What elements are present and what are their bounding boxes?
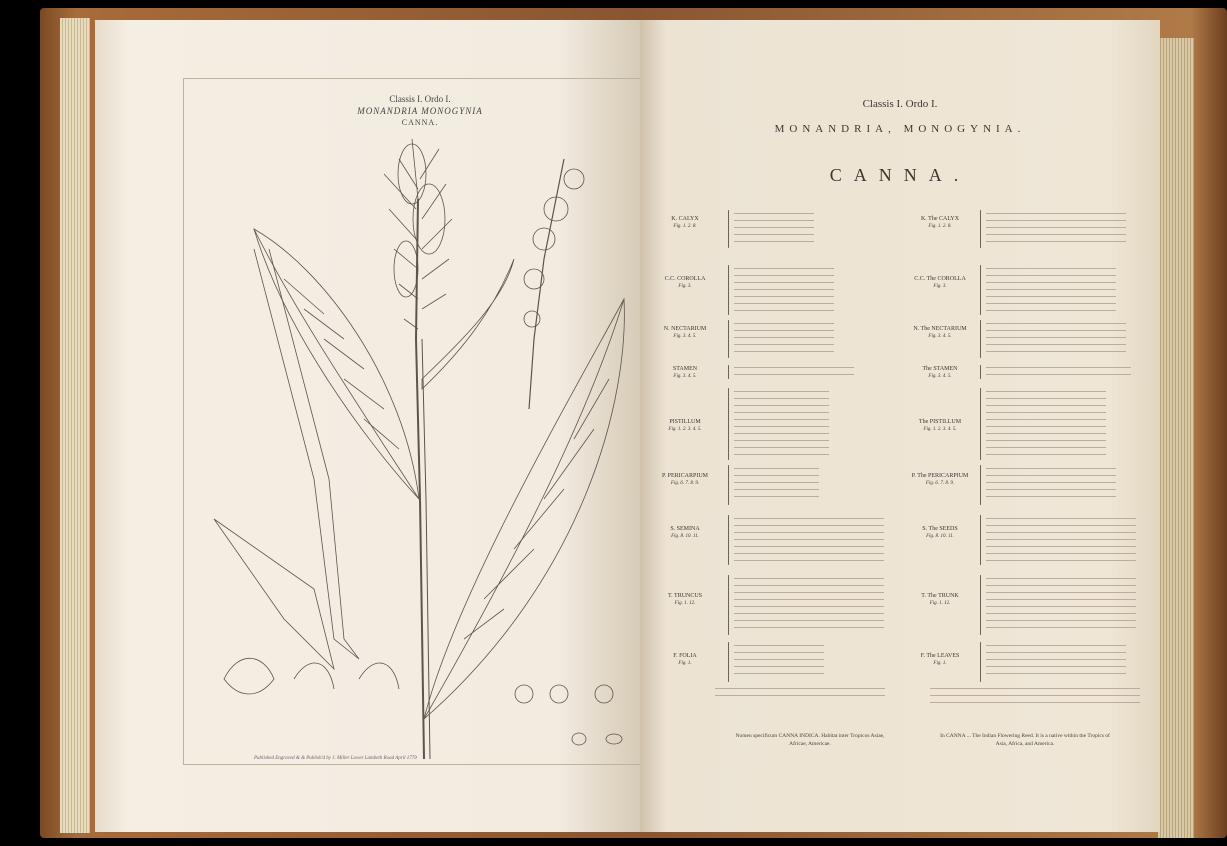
label-text: F. FOLIA — [673, 653, 697, 659]
label-fig: Fig. 3. — [933, 284, 947, 289]
label-the-stamen — [905, 365, 975, 381]
label-fig: Fig. 1. — [678, 661, 692, 666]
label-text: N. The NECTARIUM — [913, 326, 967, 332]
label-fig: Fig. 1. — [933, 661, 947, 666]
label-stamen — [650, 365, 720, 381]
label-text: The STAMEN — [922, 366, 958, 372]
brace — [980, 515, 981, 565]
label-text: P. The PERICARPIUM — [911, 473, 969, 479]
label-folia — [650, 652, 720, 668]
label-fig: Fig. 3. 4. 5. — [928, 374, 952, 379]
label-fig: Fig. 1. 2. 3. 4. 5. — [668, 427, 702, 432]
fig-note-right — [930, 688, 1140, 709]
label-fig: Fig. 3. 4. 5. — [673, 334, 697, 339]
text-lines — [986, 323, 1126, 358]
label-the-pistillum — [905, 418, 975, 434]
brace — [980, 365, 981, 379]
label-text: C.C. The COROLLA — [914, 276, 966, 282]
brace — [980, 465, 981, 505]
brace — [980, 388, 981, 460]
label-text: PISTILLUM — [669, 419, 701, 425]
text-lines — [986, 367, 1131, 381]
label-fig: Fig. 6. 7. 8. 9. — [925, 481, 955, 486]
text-lines — [734, 323, 834, 358]
label-text: K. The CALYX — [920, 216, 960, 222]
page-edges-right — [1158, 38, 1194, 838]
text-lines — [986, 213, 1126, 248]
text-lines — [986, 268, 1116, 317]
label-fig: Fig. 1. 2. 8. — [928, 224, 952, 229]
label-text: S. The SEEDS — [922, 526, 958, 532]
plate-imprint: Published Engraved & & Publish'd by J. Miller Lower Lambeth Road April 1779 — [254, 756, 417, 761]
text-lines — [986, 391, 1106, 461]
label-nectarium — [650, 325, 720, 341]
label-the-seeds — [905, 525, 975, 541]
label-calyx — [650, 215, 720, 231]
brace — [728, 575, 729, 635]
brace — [728, 642, 729, 682]
brace — [728, 388, 729, 460]
text-lines — [734, 645, 824, 680]
brace — [980, 210, 981, 248]
label-the-nectarium — [905, 325, 975, 341]
label-truncus — [650, 592, 720, 608]
label-text: S. SEMINA — [670, 526, 700, 532]
label-the-corolla — [905, 275, 975, 291]
page-class-heading: MONANDRIA, MONOGYNIA. — [774, 123, 1026, 135]
label-the-pericarpium — [905, 472, 975, 488]
text-lines — [734, 391, 829, 461]
label-fig: Fig. 6. 7. 8. 9. — [670, 481, 700, 486]
plate-genus: CANNA. — [401, 118, 439, 127]
label-fig: Fig. 1. 12. — [674, 601, 696, 606]
label-text: F. The LEAVES — [920, 653, 960, 659]
brace — [980, 642, 981, 682]
label-text: N. NECTARIUM — [663, 326, 707, 332]
text-lines — [986, 645, 1126, 680]
plate-order: MONANDRIA MONOGYNIA — [357, 106, 483, 116]
brace — [728, 320, 729, 358]
label-fig: Fig. 1. 2. 8. — [673, 224, 697, 229]
brace — [728, 265, 729, 315]
label-pericarpium — [650, 472, 720, 488]
label-fig: Fig. 1. 12. — [929, 601, 951, 606]
canna-engraving — [184, 79, 656, 764]
text-lines — [986, 578, 1136, 634]
page-edges-left — [60, 18, 90, 833]
brace — [728, 515, 729, 565]
label-fig: Fig. 3. 4. 5. — [673, 374, 697, 379]
label-pistillum — [650, 418, 720, 434]
right-page-text — [640, 20, 1160, 832]
page-genus-heading: CANNA. — [829, 165, 971, 185]
label-text: The PISTILLUM — [918, 419, 962, 425]
footnote-latin: Nomen specificum CANNA INDICA. Habitat inter Tropicos Asiae, Africae, Americae. — [735, 733, 885, 747]
brace — [728, 365, 729, 379]
page-classis-heading: Classis I. Ordo I. — [862, 98, 938, 110]
label-text: T. TRUNCUS — [667, 593, 703, 599]
brace — [728, 210, 729, 248]
label-text: C.C. COROLLA — [664, 276, 706, 282]
brace — [980, 575, 981, 635]
open-book — [40, 8, 1227, 838]
brace — [980, 320, 981, 358]
label-fig: Fig. 8. 10. 11. — [926, 534, 954, 539]
label-the-leaves — [905, 652, 975, 668]
label-text: STAMEN — [672, 366, 698, 372]
label-semina — [650, 525, 720, 541]
text-lines — [986, 518, 1136, 567]
text-lines — [734, 367, 854, 381]
text-lines — [734, 518, 884, 567]
footnote-english: In CANNA ... The Indian Flowering Reed. It is a native within the Tropics of Asia, Africa, and America. — [940, 733, 1110, 747]
brace — [980, 265, 981, 315]
label-text: T. The TRUNK — [921, 593, 959, 599]
fig-note-left — [715, 688, 885, 702]
label-fig: Fig. 3. 4. 5. — [928, 334, 952, 339]
text-lines — [986, 468, 1116, 503]
text-lines — [734, 578, 884, 634]
text-lines — [734, 213, 814, 248]
left-page-plate — [95, 20, 640, 832]
label-fig: Fig. 1. 2. 3. 4. 5. — [923, 427, 957, 432]
label-the-calyx — [905, 215, 975, 231]
label-the-trunk — [905, 592, 975, 608]
label-fig: Fig. 8. 10. 11. — [671, 534, 699, 539]
botanical-plate — [183, 78, 657, 765]
plate-classis: Classis I. Ordo I. — [389, 94, 451, 104]
text-lines — [734, 268, 834, 317]
label-text: P. PERICARPIUM — [661, 473, 708, 479]
label-fig: Fig. 3. — [678, 284, 692, 289]
brace — [728, 465, 729, 505]
label-text: K. CALYX — [671, 216, 699, 222]
label-corolla — [650, 275, 720, 291]
text-lines — [734, 468, 819, 503]
